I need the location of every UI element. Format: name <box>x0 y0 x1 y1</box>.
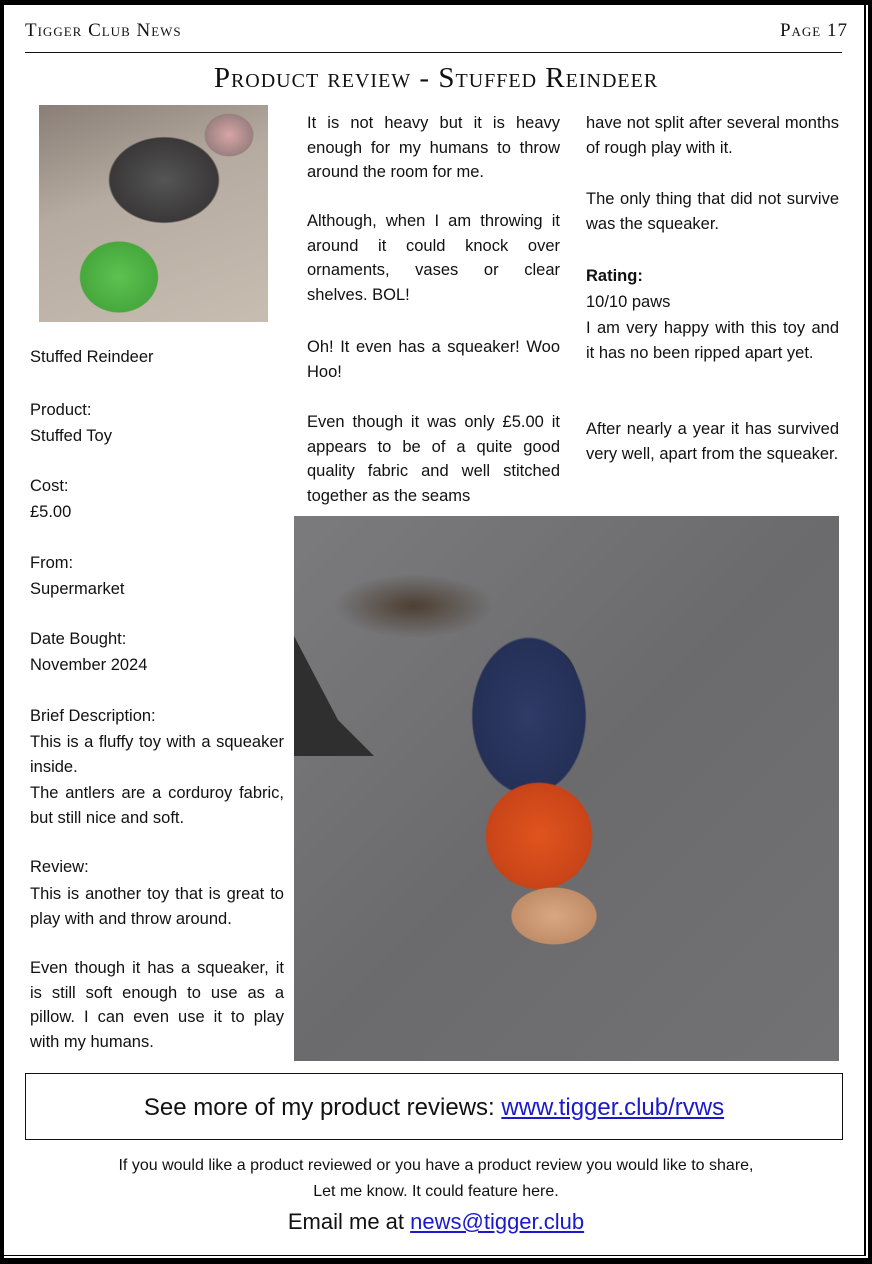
rug-shape <box>294 636 374 756</box>
email-link[interactable]: news@tigger.club <box>410 1209 585 1234</box>
footer-email-line <box>0 1209 872 1235</box>
from-label: From: <box>30 554 74 572</box>
cost-value: £5.00 <box>30 503 72 521</box>
article-paragraph: Although, when I am throwing it around it could knock over ornaments, vases or clear shelves. BOL! <box>307 212 560 304</box>
rating-value: 10/10 paws <box>586 293 671 311</box>
email-prefix: Email me at <box>287 1209 411 1234</box>
header-divider <box>25 52 842 53</box>
from-value: Supermarket <box>30 580 125 598</box>
description-text: The antlers are a corduroy fabric, but still nice and soft. <box>30 784 284 827</box>
dog-with-ball-photo <box>39 105 268 322</box>
article-paragraph: After nearly a year it has survived very well, apart from the squeaker. <box>586 420 839 463</box>
promo-text: See more of my product reviews: <box>143 1094 502 1121</box>
frame-line <box>4 1256 868 1258</box>
cost-label: Cost: <box>30 477 69 495</box>
rating-label: Rating: <box>586 267 643 285</box>
page-title: Product review - Stuffed Reindeer <box>213 62 659 94</box>
description-text: This is a fluffy toy with a squeaker inside. <box>30 733 284 776</box>
review-text: Even though it has a squeaker, it is still soft enough to use as a pillow. I can even use it to play with my humans. <box>30 959 284 1051</box>
description-label: Brief Description: <box>30 707 156 725</box>
article-paragraph: Oh! It even has a squeaker! Woo Hoo! <box>307 338 560 381</box>
article-paragraph: Even though it was only £5.00 it appears to be of a quite good quality fabric and well stitched together as the seams <box>307 413 560 505</box>
reviews-promo-box <box>25 1073 843 1140</box>
dog-with-reindeer-photo <box>294 516 839 1061</box>
frame-line <box>866 5 868 1257</box>
article-paragraph: have not split after several months of rough play with it. <box>586 114 839 157</box>
publication-name: Tigger Club News <box>25 20 182 41</box>
review-text: This is another toy that is great to play with and throw around. <box>30 885 284 928</box>
review-label: Review: <box>30 858 89 876</box>
article-paragraph: It is not heavy but it is heavy enough for my humans to throw around the room for me. <box>307 114 560 181</box>
footer-invite-text: If you would like a product reviewed or you have a product review you would like to share, <box>118 1157 754 1174</box>
date-value: November 2024 <box>30 656 148 674</box>
photo-caption: Stuffed Reindeer <box>30 348 154 366</box>
footer-invite-text: Let me know. It could feature here. <box>313 1183 559 1200</box>
reviews-link[interactable]: www.tigger.club/rvws <box>501 1094 725 1121</box>
date-label: Date Bought: <box>30 630 127 648</box>
page-number: Page 17 <box>779 20 848 41</box>
product-label: Product: <box>30 401 92 419</box>
article-paragraph: The only thing that did not survive was the squeaker. <box>586 190 839 233</box>
article-paragraph: I am very happy with this toy and it has no been ripped apart yet. <box>586 319 839 362</box>
product-value: Stuffed Toy <box>30 427 112 445</box>
